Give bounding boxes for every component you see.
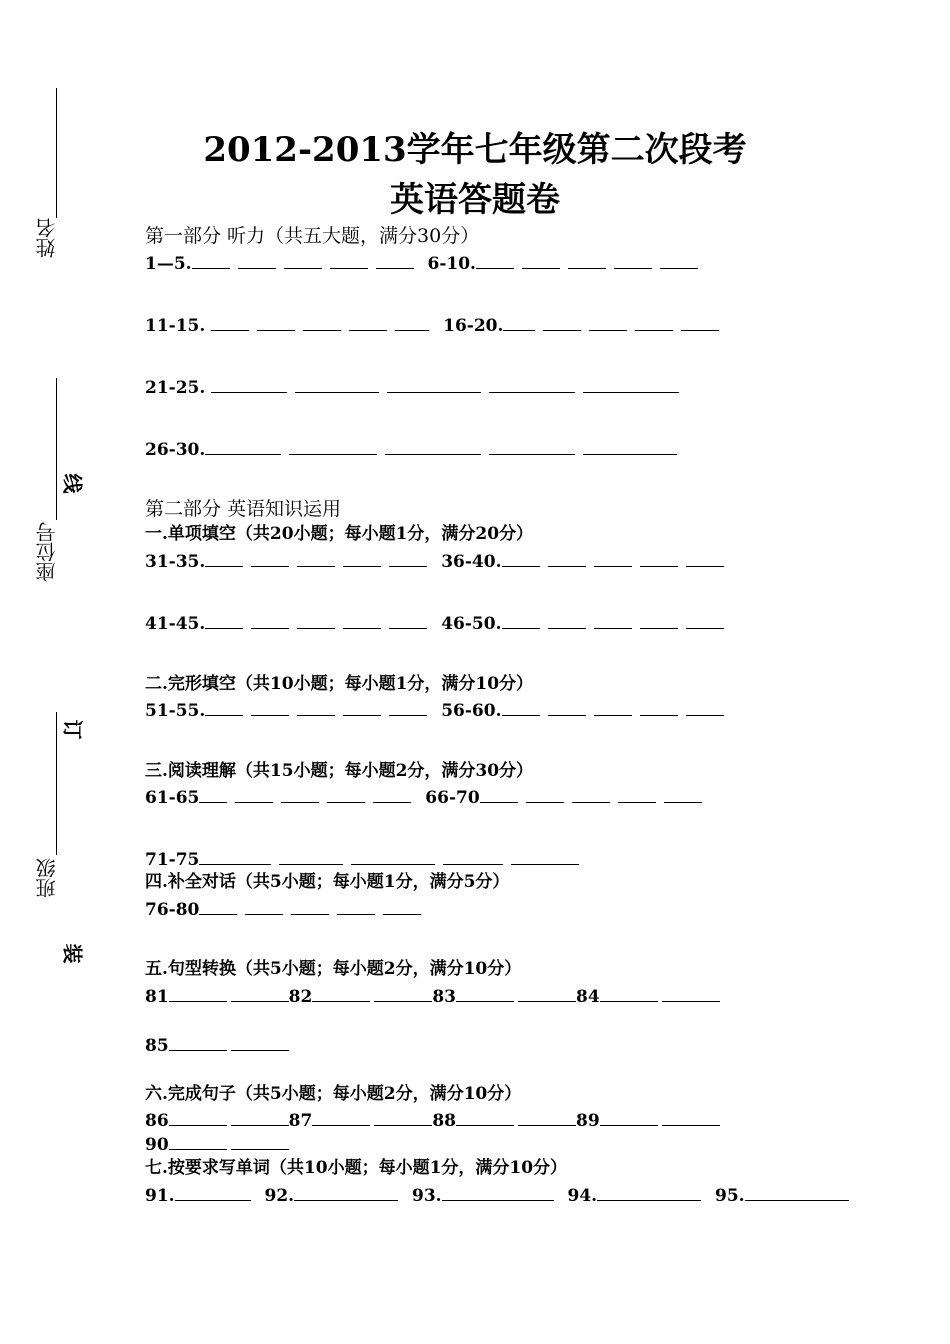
row-label: 36-40.	[441, 552, 502, 572]
row-label: 83	[432, 987, 457, 1007]
answer-blank[interactable]	[548, 699, 586, 716]
row-label: 1—5.	[145, 254, 192, 274]
answer-blank[interactable]	[297, 612, 335, 629]
answer-blank[interactable]	[284, 252, 322, 269]
answer-row-81-84	[145, 985, 728, 1008]
section7-heading: 七.按要求写单词（共10小题；每小题1分，满分10分）	[145, 1158, 568, 1178]
answer-blank[interactable]	[383, 898, 421, 915]
answer-blank[interactable]	[385, 438, 481, 455]
answer-row-11-20	[145, 314, 727, 337]
answer-blank[interactable]	[175, 1184, 251, 1201]
answer-blank[interactable]	[169, 985, 227, 1002]
answer-blank[interactable]	[640, 699, 678, 716]
row-label: 86	[145, 1111, 169, 1131]
row-label: 56-60.	[441, 701, 502, 721]
answer-row-90	[145, 1133, 297, 1156]
answer-blank[interactable]	[205, 438, 281, 455]
answer-blank[interactable]	[594, 699, 632, 716]
answer-blank[interactable]	[279, 848, 343, 865]
row-label: 26-30.	[145, 440, 206, 460]
answer-blank[interactable]	[600, 985, 658, 1002]
answer-blank[interactable]	[297, 699, 335, 716]
class-label: 班级	[35, 858, 59, 898]
row-label: 16-20.	[443, 316, 504, 336]
row-label: 81	[145, 987, 169, 1007]
answer-blank[interactable]	[686, 550, 724, 567]
answer-blank[interactable]	[389, 699, 427, 716]
answer-blank[interactable]	[640, 612, 678, 629]
answer-blank[interactable]	[502, 612, 540, 629]
row-label: 93.	[412, 1186, 442, 1206]
answer-blank[interactable]	[192, 252, 230, 269]
answer-row-86-89	[145, 1109, 728, 1132]
answer-blank[interactable]	[543, 314, 581, 331]
answer-blank[interactable]	[303, 314, 341, 331]
page-title: 2012-2013学年七年级第二次段考	[203, 130, 747, 170]
line-char: 线	[63, 470, 83, 494]
bind-char: 订	[63, 716, 83, 740]
answer-row-61-70	[145, 786, 710, 809]
answer-blank[interactable]	[312, 1109, 370, 1126]
answer-blank[interactable]	[597, 1184, 701, 1201]
answer-blank[interactable]	[443, 848, 503, 865]
answer-blank[interactable]	[231, 985, 289, 1002]
answer-blank[interactable]	[589, 314, 627, 331]
answer-blank[interactable]	[199, 786, 227, 803]
row-label: 95.	[715, 1186, 745, 1206]
answer-blank[interactable]	[387, 376, 481, 393]
row-label: 91.	[145, 1186, 175, 1206]
answer-blank[interactable]	[231, 1133, 289, 1150]
answer-blank[interactable]	[660, 252, 698, 269]
row-label: 76-80	[145, 900, 200, 920]
answer-blank[interactable]	[456, 1109, 514, 1126]
answer-row-31-40	[145, 550, 732, 573]
answer-blank[interactable]	[251, 612, 289, 629]
answer-blank[interactable]	[594, 550, 632, 567]
answer-row-91-95	[145, 1184, 849, 1207]
seat-label: 座位号	[35, 522, 59, 582]
answer-blank[interactable]	[211, 314, 249, 331]
answer-blank[interactable]	[281, 786, 319, 803]
answer-blank[interactable]	[594, 612, 632, 629]
class-line	[56, 712, 57, 855]
answer-row-1-10	[145, 252, 706, 275]
answer-blank[interactable]	[199, 848, 271, 865]
answer-blank[interactable]	[548, 612, 586, 629]
row-label: 21-25.	[145, 378, 206, 398]
answer-blank[interactable]	[349, 314, 387, 331]
section5-heading: 五.句型转换（共5小题；每小题2分，满分10分）	[145, 959, 522, 979]
row-label: 88	[432, 1111, 457, 1131]
row-label: 71-75	[145, 850, 200, 870]
row-label: 90	[145, 1135, 169, 1155]
answer-blank[interactable]	[618, 786, 656, 803]
row-label: 87	[288, 1111, 313, 1131]
answer-blank[interactable]	[511, 848, 579, 865]
answer-blank[interactable]	[238, 252, 276, 269]
answer-blank[interactable]	[330, 252, 368, 269]
answer-blank[interactable]	[231, 1034, 289, 1051]
answer-blank[interactable]	[664, 786, 702, 803]
answer-blank[interactable]	[169, 1034, 227, 1051]
seat-line	[56, 378, 57, 520]
answer-blank[interactable]	[583, 438, 677, 455]
section6-heading: 六.完成句子（共5小题；每小题2分，满分10分）	[145, 1084, 522, 1104]
answer-row-21-25	[145, 376, 687, 399]
answer-blank[interactable]	[291, 898, 329, 915]
answer-blank[interactable]	[526, 786, 564, 803]
section2-heading: 二.完形填空（共10小题；每小题1分，满分10分）	[145, 674, 534, 694]
answer-blank[interactable]	[686, 699, 724, 716]
answer-blank[interactable]	[297, 550, 335, 567]
answer-blank[interactable]	[572, 786, 610, 803]
answer-blank[interactable]	[231, 1109, 289, 1126]
answer-row-41-50	[145, 612, 732, 635]
answer-blank[interactable]	[502, 550, 540, 567]
answer-blank[interactable]	[568, 252, 606, 269]
row-label: 6-10.	[427, 254, 476, 274]
answer-blank[interactable]	[681, 314, 719, 331]
answer-blank[interactable]	[480, 786, 518, 803]
answer-blank[interactable]	[583, 376, 679, 393]
answer-blank[interactable]	[351, 848, 435, 865]
answer-blank[interactable]	[374, 1109, 432, 1126]
answer-blank[interactable]	[640, 550, 678, 567]
answer-row-71-75	[145, 848, 587, 871]
answer-blank[interactable]	[600, 1109, 658, 1126]
answer-blank[interactable]	[373, 786, 411, 803]
section3-heading: 三.阅读理解（共15小题；每小题2分，满分30分）	[145, 761, 534, 781]
answer-blank[interactable]	[376, 252, 414, 269]
row-label: 84	[576, 987, 600, 1007]
row-label: 92.	[264, 1186, 295, 1206]
answer-blank[interactable]	[205, 550, 243, 567]
zhuang-char: 装	[63, 940, 83, 964]
row-label: 51-55.	[145, 701, 206, 721]
answer-blank[interactable]	[295, 376, 379, 393]
answer-row-85	[145, 1034, 297, 1057]
part2-heading: 第二部分 英语知识运用	[145, 498, 342, 520]
answer-blank[interactable]	[456, 985, 514, 1002]
row-label: 66-70	[425, 788, 480, 808]
answer-blank[interactable]	[745, 1184, 849, 1201]
answer-blank[interactable]	[374, 985, 432, 1002]
answer-blank[interactable]	[522, 252, 560, 269]
answer-blank[interactable]	[211, 376, 287, 393]
answer-blank[interactable]	[205, 612, 243, 629]
answer-blank[interactable]	[389, 550, 427, 567]
answer-blank[interactable]	[389, 612, 427, 629]
page-subtitle: 英语答题卷	[390, 180, 560, 220]
answer-row-51-60	[145, 699, 732, 722]
answer-blank[interactable]	[442, 1184, 554, 1201]
answer-blank[interactable]	[502, 699, 540, 716]
answer-blank[interactable]	[245, 898, 283, 915]
row-label: 82	[288, 987, 313, 1007]
answer-blank[interactable]	[251, 699, 289, 716]
answer-blank[interactable]	[257, 314, 295, 331]
answer-blank[interactable]	[169, 1133, 227, 1150]
answer-blank[interactable]	[327, 786, 365, 803]
row-label: 11-15.	[145, 316, 206, 336]
row-label: 41-45.	[145, 614, 206, 634]
answer-blank[interactable]	[489, 438, 575, 455]
answer-blank[interactable]	[199, 898, 237, 915]
row-label: 94.	[567, 1186, 598, 1206]
answer-blank[interactable]	[489, 376, 575, 393]
row-label: 89	[576, 1111, 600, 1131]
answer-blank[interactable]	[294, 1184, 398, 1201]
answer-row-26-30	[145, 438, 685, 461]
answer-blank[interactable]	[169, 1109, 227, 1126]
answer-blank[interactable]	[312, 985, 370, 1002]
answer-blank[interactable]	[205, 699, 243, 716]
answer-blank[interactable]	[518, 985, 576, 1002]
answer-blank[interactable]	[635, 314, 673, 331]
answer-blank[interactable]	[395, 314, 429, 331]
row-label: 46-50.	[441, 614, 502, 634]
answer-row-76-80	[145, 898, 429, 921]
row-label: 61-65	[145, 788, 200, 808]
answer-blank[interactable]	[343, 550, 381, 567]
row-label: 85	[145, 1036, 169, 1056]
answer-blank[interactable]	[343, 699, 381, 716]
answer-blank[interactable]	[503, 314, 535, 331]
row-label: 31-35.	[145, 552, 206, 572]
section4-heading: 四.补全对话（共5小题；每小题1分，满分5分）	[145, 872, 510, 892]
answer-blank[interactable]	[614, 252, 652, 269]
section1-heading: 一.单项填空（共20小题；每小题1分，满分20分）	[145, 524, 534, 544]
answer-blank[interactable]	[343, 612, 381, 629]
part1-heading: 第一部分 听力（共五大题，满分30分）	[145, 225, 480, 247]
name-label: 姓名	[35, 218, 59, 258]
answer-blank[interactable]	[548, 550, 586, 567]
answer-blank[interactable]	[518, 1109, 576, 1126]
answer-blank[interactable]	[476, 252, 514, 269]
answer-blank[interactable]	[662, 985, 720, 1002]
answer-blank[interactable]	[662, 1109, 720, 1126]
answer-blank[interactable]	[289, 438, 377, 455]
answer-blank[interactable]	[686, 612, 724, 629]
answer-blank[interactable]	[337, 898, 375, 915]
answer-blank[interactable]	[235, 786, 273, 803]
answer-blank[interactable]	[251, 550, 289, 567]
